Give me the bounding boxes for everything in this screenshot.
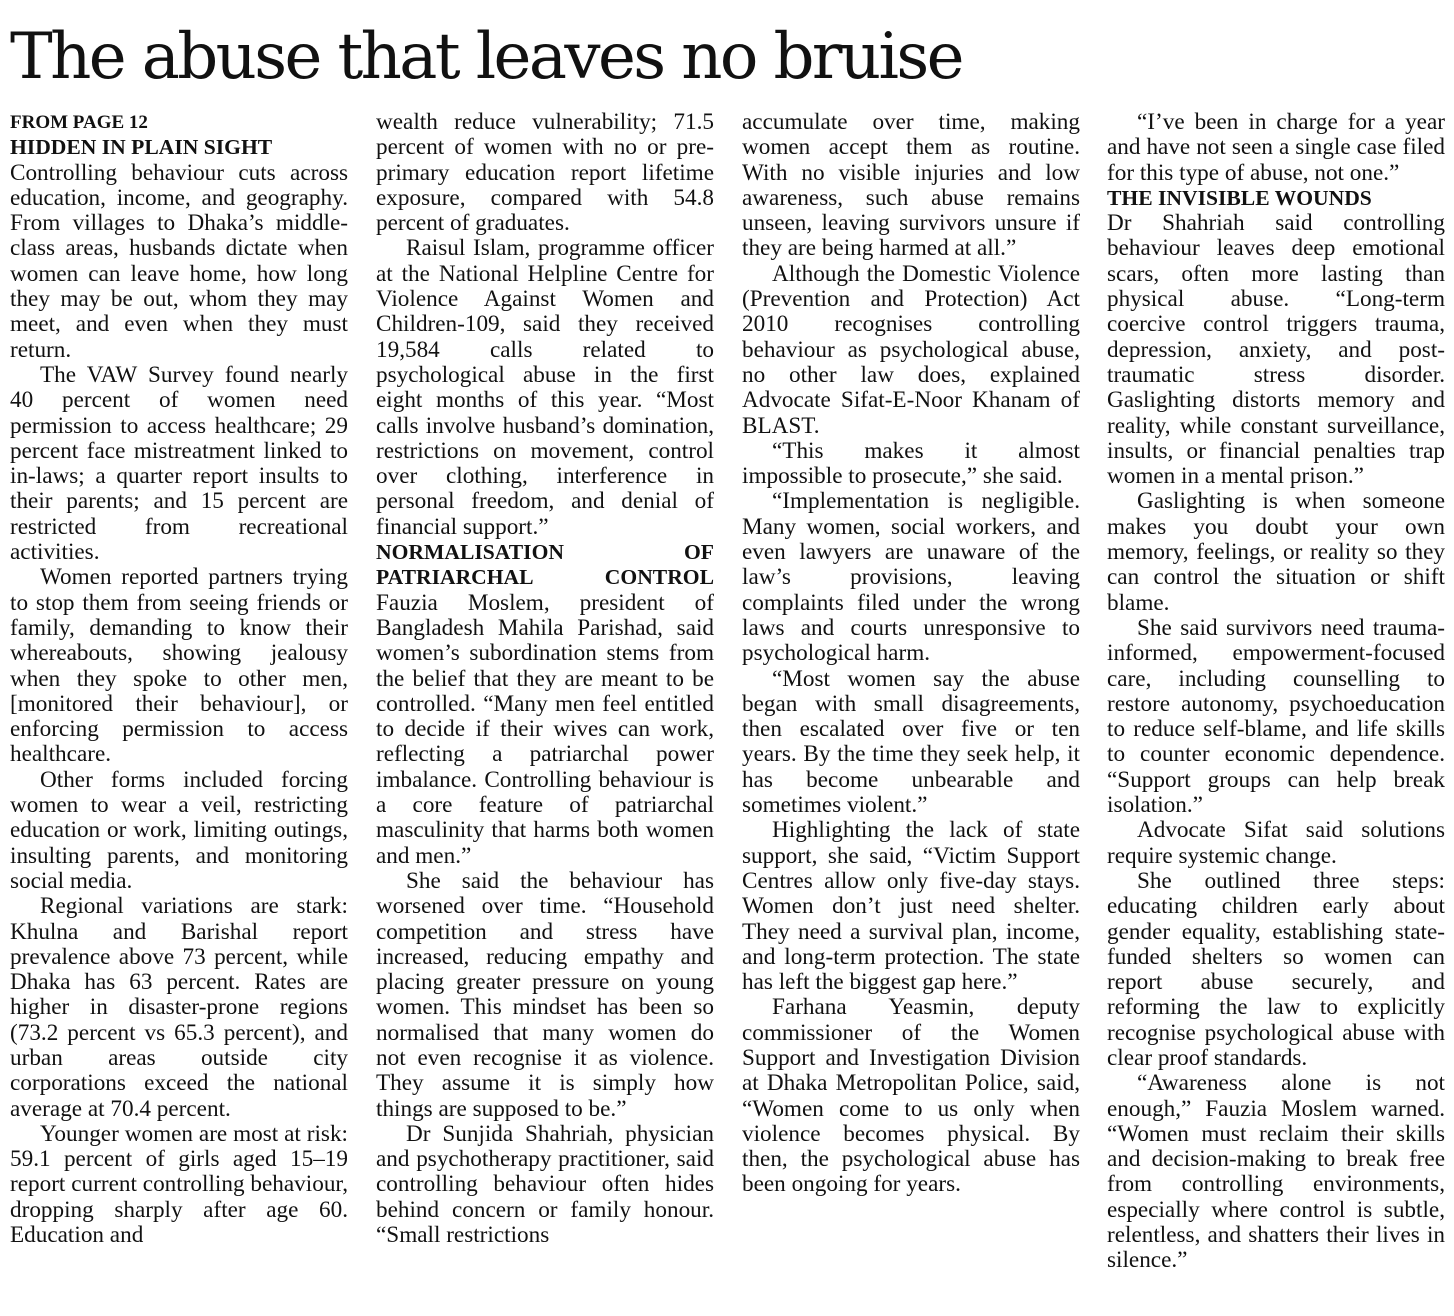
paragraph: Dr Shahriah said controlling behaviour leaves deep emotional scars, often more lasting than physical abuse. “Long-term coercive control triggers trauma, depression, anxiety, and post-traumatic stress disorder. Gaslighting distorts memory and reality, while constant surveillance, insults, or financial penalties trap women in a mental prison.” xyxy=(1107,210,1445,490)
paragraph: Gaslighting is when someone makes you doubt your own memory, feelings, or reality so they can control the situation or shift blame. xyxy=(1107,488,1445,616)
subhead: HIDDEN IN PLAIN SIGHT xyxy=(10,135,273,160)
paragraph: Farhana Yeasmin, deputy commissioner of the Women Support and Investigation Division at Dhaka Metropolitan Police, said, “Women come to us only when violence becomes physical. By then, the psychological abuse has been ongoing for years. xyxy=(742,994,1080,1198)
paragraph: “Implementation is negligible. Many women, social workers, and even lawyers are unaware of the law’s provisions, leaving complaints filed under the wrong laws and courts unresponsive to psychological harm. xyxy=(742,488,1080,667)
paragraph: Regional variations are stark: Khulna and Barishal report prevalence above 73 percent, while Dhaka has 63 percent. Rates are higher in disaster-prone regions (73.2 percent vs 65.3 percent), and urban areas outside city corporations exceed the national average at 70.4 percent. xyxy=(10,893,348,1122)
paragraph: Fauzia Moslem, president of Bangladesh Mahila Parishad, said women’s subordination stems from the belief that they are meant to be controlled. “Many men feel entitled to decide if their wives can work, reflecting a patriarchal power imbalance. Controlling behaviour is a core feature of patriarchal masculinity that harms both women and men.” xyxy=(376,589,714,869)
subhead: NORMALISATION OF PATRIARCHAL CONTROL xyxy=(376,540,714,590)
paragraph: Although the Domestic Violence (Prevention and Protection) Act 2010 recognises controlling behaviour as psychological abuse, no other law does, explained Advocate Sifat-E-Noor Khanam of BLAST. xyxy=(742,260,1080,439)
paragraph: “Most women say the abuse began with small disagreements, then escalated over five or ten years. By the time they seek help, it has become unbearable and sometimes violent.” xyxy=(742,665,1080,819)
paragraph: Younger women are most at risk: 59.1 percent of girls aged 15–19 report current controlling behaviour, dropping sharply after age 60. Education and xyxy=(10,1120,348,1249)
paragraph: She said the behaviour has worsened over time. “Household competition and stress have increased, reducing empathy and placing greater pressure on young women. This mindset has been so normalised that many women do not even recognise it as violence. They assume it is simply how things are supposed to be.” xyxy=(376,867,714,1122)
paragraph: accumulate over time, making women accept them as routine. With no visible injuries and low awareness, such abuse remains unseen, leaving survivors unsure if they are being harmed at all.” xyxy=(742,110,1080,262)
paragraph: Raisul Islam, programme officer at the National Helpline Centre for Violence Against Women and Children-109, said they received 19,584 calls related to psychological abuse in the first eight months of this year. “Most calls involve husband’s domination, restrictions on movement, control over clothing, interference in personal freedom, and denial of financial support.” xyxy=(376,235,714,540)
subhead: THE INVISIBLE WOUNDS xyxy=(1107,185,1372,210)
paragraph: The VAW Survey found nearly 40 percent of women need permission to access healthcare; 29 percent face mistreatment linked to in-laws; a quarter report insults to their parents; and 15 percent are restricted from recreational activities. xyxy=(10,361,348,566)
article-column-3 xyxy=(742,110,1080,1310)
paragraph: Highlighting the lack of state support, she said, “Victim Support Centres allow only five-day stays. Women don’t just need shelter. They need a survival plan, income, and long-term protection. The state has left the biggest gap here.” xyxy=(742,817,1080,996)
paragraph: Other forms included forcing women to wear a veil, restricting education or work, limiting outings, insulting parents, and monitoring social media. xyxy=(10,766,348,894)
article-column-4 xyxy=(1107,110,1445,1310)
paragraph: Advocate Sifat said solutions require systemic change. xyxy=(1107,817,1445,869)
paragraph: Women reported partners trying to stop them from seeing friends or family, demanding to know their whereabouts, showing jealousy when they spoke to other men, [monitored their behaviour], or enforcing permission to access healthcare. xyxy=(10,564,348,768)
paragraph: Dr Sunjida Shahriah, physician and psychotherapy practitioner, said controlling behaviour often hides behind concern or family honour. “Small restrictions xyxy=(376,1120,714,1249)
paragraph: “I’ve been in charge for a year and have not seen a single case filed for this type of abuse, not one.” xyxy=(1107,110,1445,186)
article-column-1 xyxy=(10,110,348,1310)
article-column-2 xyxy=(376,110,714,1310)
continued-from-label: FROM PAGE 12 xyxy=(10,112,148,133)
headline: The abuse that leaves no bruise xyxy=(10,20,962,94)
paragraph: “Awareness alone is not enough,” Fauzia Moslem warned. “Women must reclaim their skills and decision-making to break free from controlling environments, especially where control is subtle, relentless, and shatters their lives in silence.” xyxy=(1107,1070,1445,1274)
paragraph: She said survivors need trauma-informed, empowerment-focused care, including counselling to restore autonomy, psychoeducation to reduce self-blame, and life skills to counter economic dependence. “Support groups can help break isolation.” xyxy=(1107,614,1445,819)
paragraph: wealth reduce vulnerability; 71.5 percent of women with no or pre-primary education report lifetime exposure, compared with 54.8 percent of graduates. xyxy=(376,110,714,237)
paragraph: Controlling behaviour cuts across education, income, and geography. From villages to Dhaka’s middle-class areas, husbands dictate when women can leave home, how long they may be out, whom they may meet, and even when they must return. xyxy=(10,159,348,363)
paragraph: “This makes it almost impossible to prosecute,” she said. xyxy=(742,437,1080,490)
paragraph: She outlined three steps: educating children early about gender equality, establishing state-funded shelters so women can report abuse securely, and reforming the law to explicitly recognise psychological abuse with clear proof standards. xyxy=(1107,867,1445,1071)
